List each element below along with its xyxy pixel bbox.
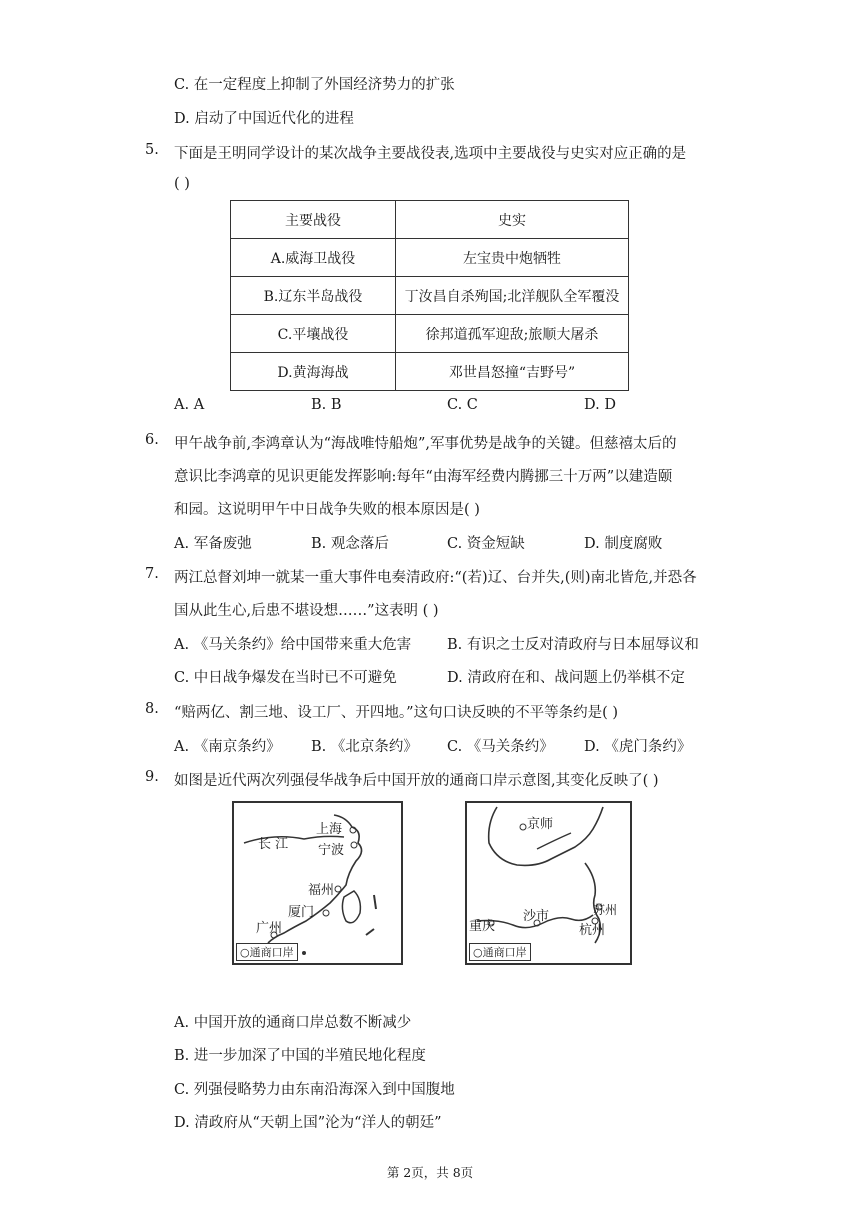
map1-label-yangtze: 长 江 [258,837,289,852]
q9-option-d[interactable]: D. 清政府从“天朝上国”沦为“洋人的朝廷” [174,1115,442,1131]
q9-stem: 如图是近代两次列强侵华战争后中国开放的通商口岸示意图,其变化反映了( ) [174,773,659,789]
table-cell: 左宝贵中炮牺牲 [396,239,629,277]
q7-option-b[interactable]: B. 有识之士反对清政府与日本屈辱议和 [447,637,699,653]
table-header: 史实 [396,201,629,239]
map2-label-shashi: 沙市 [523,909,550,924]
map2-label-suzhou: 苏州 [593,903,618,917]
table-row [231,353,629,391]
map1-label-fuzhou: 福州 [308,883,335,898]
map1-label-ningbo: 宁波 [318,843,345,858]
q9-option-b[interactable]: B. 进一步加深了中国的半殖民地化程度 [174,1048,426,1064]
map1-label-shanghai: 上海 [316,822,343,837]
q5-option-c[interactable]: C. C [447,397,478,413]
q7-option-a[interactable]: A. 《马关条约》给中国带来重大危害 [174,637,412,653]
q7-stem-line2: 国从此生心,后患不堪设想‥‥‥”这表明 ( ) [174,603,439,619]
q6-option-b[interactable]: B. 观念落后 [311,536,389,552]
table-cell: 邓世昌怒撞“吉野号” [396,353,629,391]
q5-option-b[interactable]: B. B [311,397,342,413]
table-cell: A.威海卫战役 [231,239,396,277]
q7-stem-line1: 两江总督刘坤一就某一重大事件电奏清政府:“(若)辽、台并失,(则)南北皆危,并恐各 [174,570,697,586]
q6-option-d[interactable]: D. 制度腐败 [584,536,663,552]
map1-label-guangzhou: 广州 [256,921,283,936]
q5-stem: 下面是王明同学设计的某次战争主要战役表,选项中主要战役与史实对应正确的是 [174,146,687,162]
map1-legend: ○通商口岸 [236,943,298,961]
q7-number: 7. [145,566,159,582]
q6-stem-line3: 和园。这说明甲午中日战争失败的根本原因是( ) [174,502,480,518]
q8-stem: “赔两亿、割三地、设工厂、开四地。”这句口诀反映的不平等条约是( ) [174,705,618,721]
q5-stem-paren: ( ) [174,176,190,192]
map2-label-capital: 京师 [527,817,554,832]
q9-option-a[interactable]: A. 中国开放的通商口岸总数不断减少 [174,1015,412,1031]
q9-number: 9. [145,769,159,785]
q4-option-c: C. 在一定程度上抑制了外国经济势力的扩张 [174,77,455,93]
q8-option-b[interactable]: B. 《北京条约》 [311,739,418,755]
q5-option-a[interactable]: A. A [174,397,205,413]
q6-stem-line2: 意识比李鸿章的见识更能发挥影响:每年“由海军经费内腾挪三十万两”以建造颐 [174,469,673,485]
treaty-ports-map-1 [232,801,403,965]
table-cell: B.辽东半岛战役 [231,277,396,315]
q7-option-d[interactable]: D. 清政府在和、战问题上仍举棋不定 [447,670,685,686]
q6-option-a[interactable]: A. 军备废弛 [174,536,252,552]
q6-option-c[interactable]: C. 资金短缺 [447,536,525,552]
battle-table [230,200,629,391]
table-cell: D.黄海海战 [231,353,396,391]
table-cell: C.平壤战役 [231,315,396,353]
q5-option-d[interactable]: D. D [584,397,616,413]
map2-label-chongqing: 重庆 [469,919,496,934]
treaty-ports-map-2 [465,801,632,965]
table-row [231,239,629,277]
table-header-row [231,201,629,239]
q6-number: 6. [145,432,159,448]
q8-option-a[interactable]: A. 《南京条约》 [174,739,281,755]
q4-option-d: D. 启动了中国近代化的进程 [174,111,354,127]
q6-stem-line1: 甲午战争前,李鸿章认为“海战唯恃船炮”,军事优势是战争的关键。但慈禧太后的 [174,436,677,452]
map1-label-xiamen: 厦门 [288,905,315,920]
table-row [231,277,629,315]
q7-option-c[interactable]: C. 中日战争爆发在当时已不可避免 [174,670,397,686]
q5-number: 5. [145,142,159,158]
table-cell: 徐邦道孤军迎敌;旅顺大屠杀 [396,315,629,353]
q9-option-c[interactable]: C. 列强侵略势力由东南沿海深入到中国腹地 [174,1082,455,1098]
q8-option-d[interactable]: D. 《虎门条约》 [584,739,692,755]
map2-legend: ○通商口岸 [469,943,531,961]
table-cell: 丁汝昌自杀殉国;北洋舰队全军覆没 [396,277,629,315]
q8-number: 8. [145,701,159,717]
table-header: 主要战役 [231,201,396,239]
q8-option-c[interactable]: C. 《马关条约》 [447,739,554,755]
page-footer: 第 2页，共 8页 [386,1165,474,1180]
map2-label-hangzhou: 杭州 [579,923,606,938]
table-row [231,315,629,353]
